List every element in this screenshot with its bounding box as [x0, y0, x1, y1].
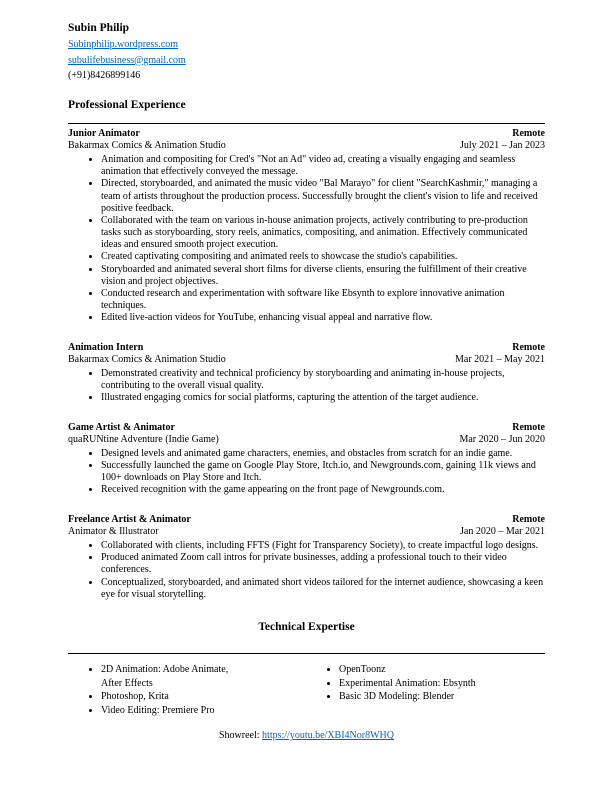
- job-bullet: • Successfully launched the game on Google Play Store, Itch.io, and Newgrounds.com, gaining 11k views and 100+ downloads on Play Store and Itch.: [101, 460, 545, 484]
- job-title: Junior Animator: [68, 127, 140, 139]
- job-bullet-list: [68, 540, 545, 601]
- job-subtitle-row: [68, 354, 545, 366]
- email-line: [68, 55, 545, 67]
- job-bullet: • Directed, storyboarded, and animated the music video "Bal Marayo" for client "SearchKashmir," managing a team of artists throughout the production process. Successfully brought the client's vision to life and received positive feedback.: [101, 178, 545, 215]
- candidate-name: Subin Philip: [68, 22, 130, 34]
- job-title: Freelance Artist & Animator: [68, 513, 191, 525]
- job-title: Game Artist & Animator: [68, 421, 175, 433]
- job-bullet: • Collaborated with clients, including FFTS (Fight for Transparency Society), to create impactful logo designs.: [101, 540, 545, 552]
- phone-number: (+91)8426899146: [68, 70, 141, 82]
- skills-list-right: [306, 663, 545, 717]
- job-subtitle-row: [68, 434, 545, 446]
- job-company: Bakarmax Comics & Animation Studio: [68, 139, 226, 151]
- job-bullet-list: [68, 154, 545, 325]
- email-link[interactable]: subulifebusiness@gmail.com: [68, 54, 186, 66]
- job-location: Remote: [512, 421, 545, 433]
- website-link[interactable]: Subinphilip.wordpress.com: [68, 39, 178, 51]
- job-company: Bakarmax Comics & Animation Studio: [68, 353, 226, 365]
- job-entry-freelance-artist: [68, 514, 545, 601]
- section-title-professional-experience: Professional Experience: [68, 98, 186, 111]
- job-location: Remote: [512, 127, 545, 139]
- section-divider: [68, 653, 545, 654]
- website-line: [68, 39, 545, 51]
- job-bullet: • Produced animated Zoom call intros for private businesses, adding a professional touch to their video conferences.: [101, 552, 545, 576]
- job-dates: Mar 2021 – May 2021: [455, 353, 545, 365]
- job-subtitle-row: [68, 526, 545, 538]
- job-bullet: • Illustrated engaging comics for social platforms, capturing the attention of the target audience.: [101, 392, 545, 404]
- showreel-label: Showreel:: [219, 730, 263, 742]
- job-bullet: • Conducted research and experimentation with software like Ebsynth to explore innovative animation techniques.: [101, 288, 545, 312]
- skill-item: • 2D Animation: Adobe Animate, After Effects: [101, 663, 235, 690]
- job-location: Remote: [512, 513, 545, 525]
- job-title-row: [68, 514, 545, 526]
- skill-item: • Photoshop, Krita: [101, 690, 235, 704]
- job-title-row: [68, 128, 545, 140]
- job-company: quaRUNtine Adventure (Indie Game): [68, 433, 219, 445]
- showreel-link[interactable]: https://youtu.be/XBI4Nor8WHQ: [262, 730, 394, 742]
- job-dates: Mar 2020 – Jun 2020: [459, 433, 545, 445]
- job-dates: Jan 2020 – Mar 2021: [460, 525, 545, 537]
- skill-item: • Basic 3D Modeling: Blender: [339, 690, 545, 704]
- showreel-line: [68, 730, 545, 742]
- job-bullet-list: [68, 448, 545, 497]
- job-title-row: [68, 342, 545, 354]
- job-bullet: • Created captivating compositing and animated reels to showcase the studio's capabilities.: [101, 251, 545, 263]
- skill-item: • OpenToonz: [339, 663, 545, 677]
- contact-header: [68, 21, 545, 83]
- job-dates: July 2021 – Jan 2023: [460, 139, 545, 151]
- job-bullet: • Edited live-action videos for YouTube, enhancing visual appeal and narrative flow.: [101, 312, 545, 324]
- job-entry-junior-animator: [68, 128, 545, 325]
- skills-list-left: [68, 663, 306, 717]
- job-bullet: • Conceptualized, storyboarded, and animated short videos tailored for the internet audience, showcasing a keen eye for visual storytelling.: [101, 577, 545, 601]
- skills-columns: [68, 663, 545, 717]
- job-bullet: • Designed levels and animated game characters, enemies, and obstacles from scratch for an indie game.: [101, 448, 545, 460]
- job-bullet: • Storyboarded and animated several short films for diverse clients, ensuring the fulfillment of their creative vision and project objectives.: [101, 264, 545, 288]
- job-bullet: • Animation and compositing for Cred's "Not an Ad" video ad, creating a visually engaging and seamless animation that effectively conveyed the message.: [101, 154, 545, 178]
- job-title-row: [68, 422, 545, 434]
- job-entry-game-artist: [68, 422, 545, 497]
- job-entry-animation-intern: [68, 342, 545, 405]
- job-bullet: • Demonstrated creativity and technical proficiency by storyboarding and animating in-house projects, contributing to the overall visual quality.: [101, 368, 545, 392]
- section-divider: [68, 123, 545, 124]
- job-bullet-list: [68, 368, 545, 405]
- job-bullet: • Received recognition with the game appearing on the front page of Newgrounds.com.: [101, 484, 545, 496]
- job-title: Animation Intern: [68, 341, 144, 353]
- skill-item: • Experimental Animation: Ebsynth: [339, 677, 545, 691]
- job-bullet: • Collaborated with the team on various in-house animation projects, actively contributing to pre-production tasks such as storyboarding, story reels, animatics, compositing, and animation. Effectively communicated ideas and ensured smooth project execution.: [101, 215, 545, 252]
- job-company: Animator & Illustrator: [68, 525, 159, 537]
- job-subtitle-row: [68, 140, 545, 152]
- section-title-technical-expertise: Technical Expertise: [258, 620, 355, 633]
- skill-item: • Video Editing: Premiere Pro: [101, 704, 235, 718]
- job-location: Remote: [512, 341, 545, 353]
